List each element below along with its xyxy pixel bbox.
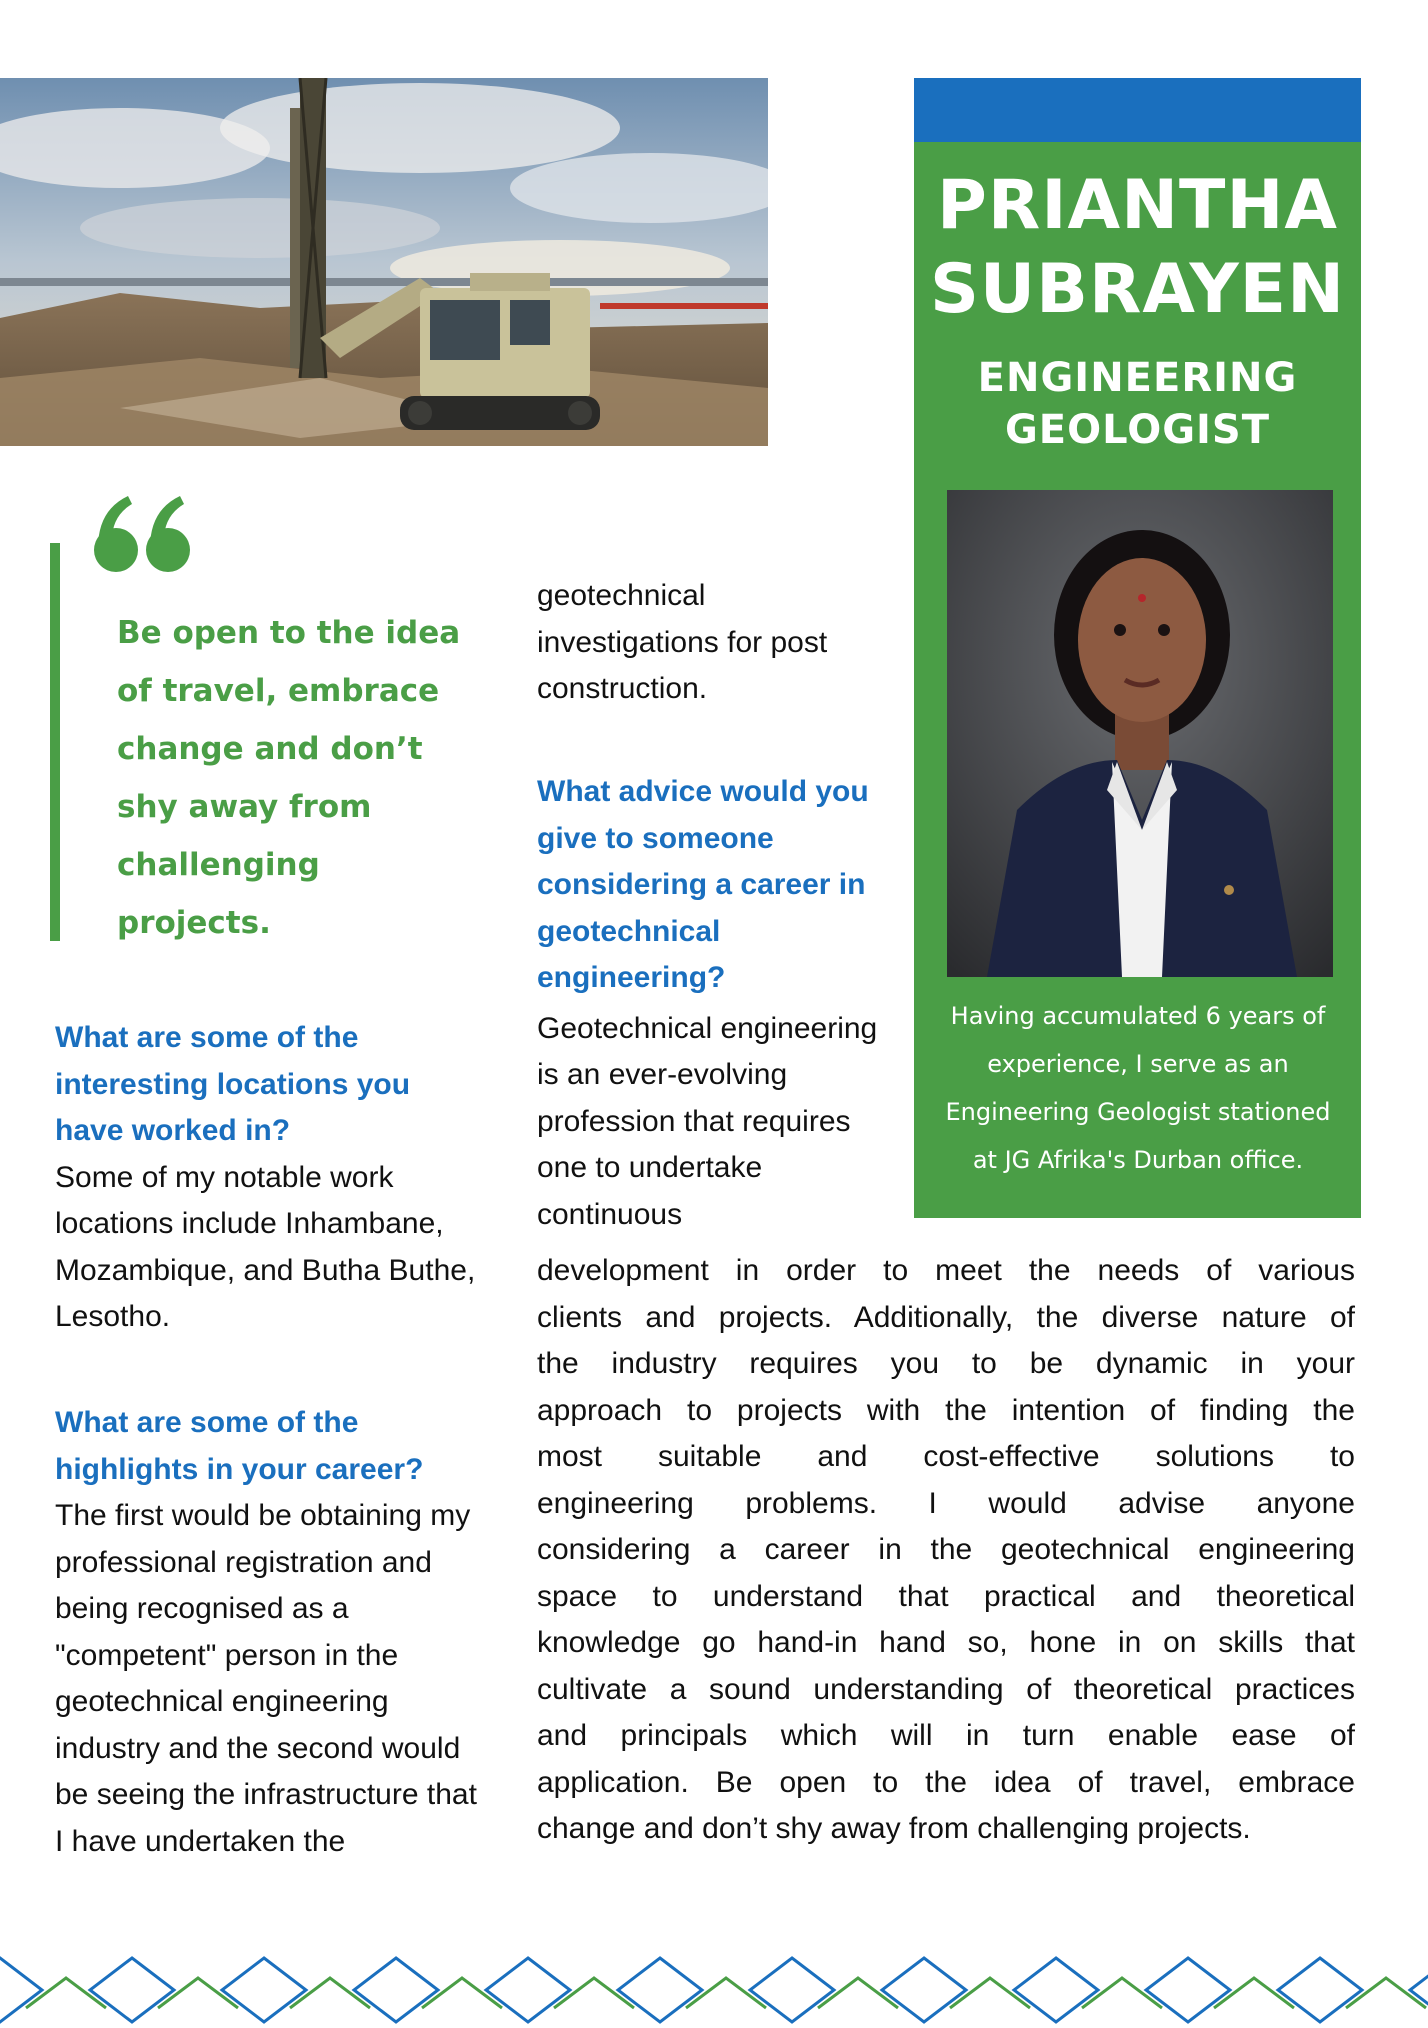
advice-answer-continued xyxy=(537,1248,1355,1853)
diamond-shape xyxy=(618,1958,702,2022)
diamond-pattern-border xyxy=(0,1938,1428,2028)
diamond-shape xyxy=(90,1958,174,2022)
diamond-shape xyxy=(354,1958,438,2022)
locations-section xyxy=(55,1015,485,1341)
highlights-answer: The first would be obtaining my professional registration and being recognised as a "competent" person in the geotechnical engineering industry and the second would be seeing the infrastructure that I have undertaken the xyxy=(55,1499,477,1858)
diamond-shape xyxy=(1146,1958,1230,2022)
profile-name xyxy=(914,164,1361,332)
profile-role-line2: GEOLOGIST xyxy=(1004,407,1271,453)
profile-role-line1: ENGINEERING xyxy=(977,355,1298,401)
highlights-section xyxy=(55,1400,485,1865)
continued-text: geotechnical investigations for post construction. xyxy=(537,579,828,705)
diamond-shape xyxy=(750,1958,834,2022)
profile-name-line1: PRIANTHA xyxy=(937,166,1338,245)
diamond-shape xyxy=(222,1958,306,2022)
advice-line: space to understand that practical and theoretical xyxy=(537,1579,1355,1613)
advice-line: most suitable and cost-effective solutions to xyxy=(537,1440,1355,1473)
profile-name-line2: SUBRAYEN xyxy=(929,250,1346,329)
highlights-question: What are some of the highlights in your career? xyxy=(55,1406,424,1486)
advice-question: What advice would you give to someone considering a career in geotechnical engineering? xyxy=(537,775,869,994)
drilling-rig-photo xyxy=(0,78,768,446)
profile-panel xyxy=(914,78,1361,1218)
advice-line: clients and projects. Additionally, the diverse nature of xyxy=(537,1300,1355,1334)
pull-quote: Be open to the idea of travel, embrace change and don’t shy away from challenging projects. xyxy=(117,615,461,941)
advice-line: application. Be open to the idea of travel, embrace xyxy=(537,1765,1355,1799)
advice-line: and principals which will in turn enable ease of xyxy=(537,1719,1355,1752)
diamond-shape xyxy=(1278,1958,1362,2022)
advice-line: the industry requires you to be dynamic in your xyxy=(537,1347,1355,1380)
advice-line: development in order to meet the needs of various xyxy=(537,1254,1355,1287)
advice-line-last: change and don’t shy away from challenging projects. xyxy=(537,1812,1251,1845)
advice-line: considering a career in the geotechnical engineering xyxy=(537,1533,1355,1566)
diamond-shape xyxy=(486,1958,570,2022)
profile-bio: Having accumulated 6 years of experience, I serve as an Engineering Geologist stationed at JG Afrika's Durban office. xyxy=(945,1002,1331,1174)
advice-line: engineering problems. I would advise anyone xyxy=(537,1486,1355,1520)
quote-mark-icon xyxy=(88,480,198,590)
advice-line: knowledge go hand-in hand so, hone in on skills that xyxy=(537,1626,1355,1659)
profile-photo xyxy=(947,490,1333,977)
quote-accent-bar xyxy=(50,543,60,941)
profile-top-bar xyxy=(914,78,1361,142)
locations-answer: Some of my notable work locations include Inhambane, Mozambique, and Butha Buthe, Lesotho. xyxy=(55,1160,476,1333)
advice-section xyxy=(537,769,887,1238)
locations-question: What are some of the interesting locations you have worked in? xyxy=(55,1021,411,1147)
diamond-shape xyxy=(1014,1958,1098,2022)
diamond-shape xyxy=(1410,1958,1428,2022)
advice-answer-start: Geotechnical engineering is an ever-evolving profession that requires one to undertake continuous xyxy=(537,1011,878,1231)
profile-role xyxy=(914,352,1361,456)
advice-line: cultivate a sound understanding of theoretical practices xyxy=(537,1672,1355,1706)
diamond-shape xyxy=(0,1958,42,2022)
diamond-shape xyxy=(882,1958,966,2022)
advice-line: approach to projects with the intention of finding the xyxy=(537,1393,1355,1427)
